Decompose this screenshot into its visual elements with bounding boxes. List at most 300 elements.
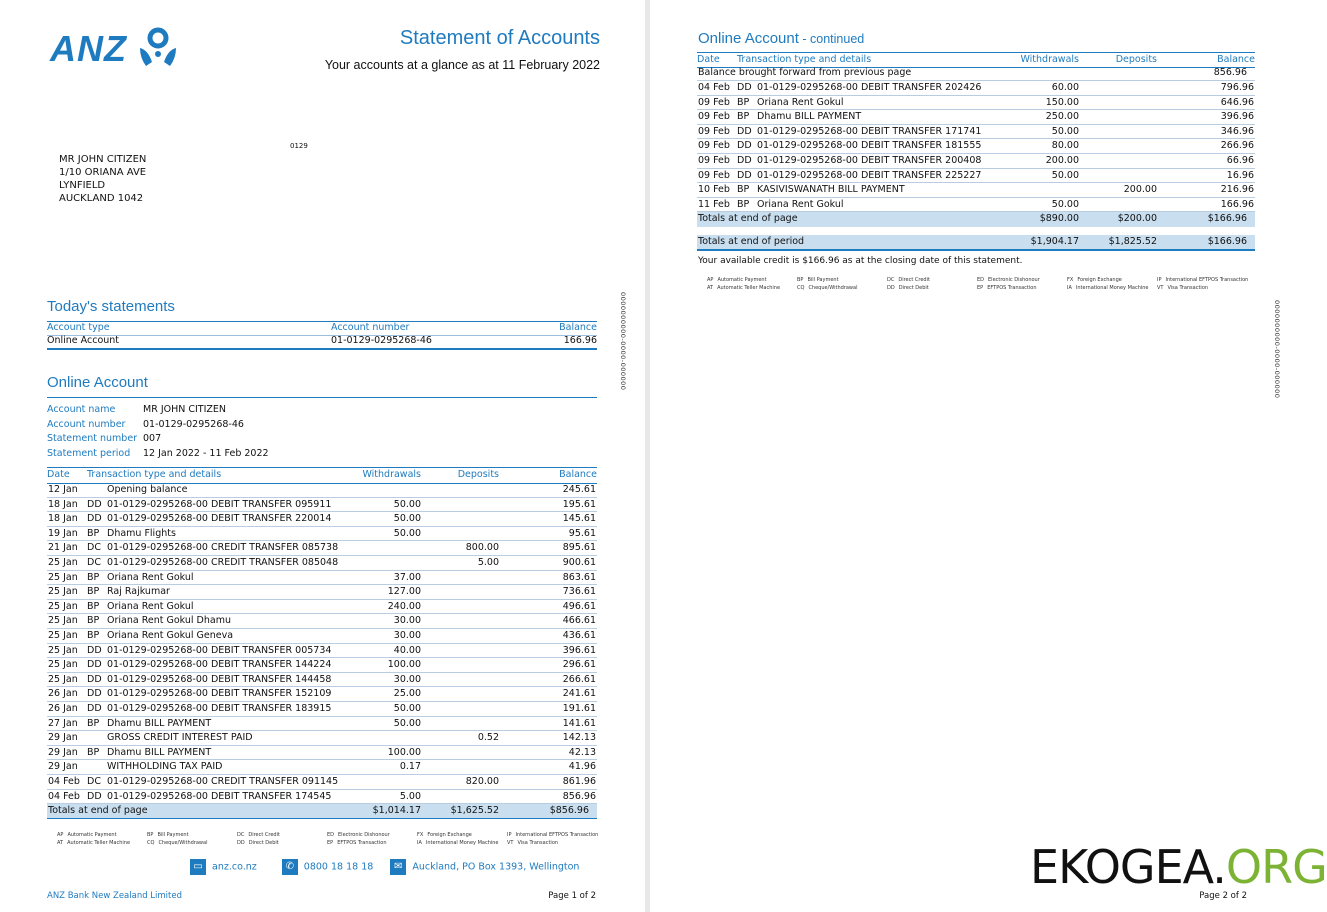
col-account-type: Account type: [47, 322, 110, 333]
cell-date: 04 Feb: [48, 790, 80, 802]
cell-type-code: BP: [737, 96, 750, 108]
legend-code: DD: [887, 285, 895, 291]
cell-withdrawals: 250.00: [1045, 111, 1079, 123]
legend-code: AT: [57, 840, 64, 846]
legend-label: Automatic Payment: [67, 832, 117, 838]
cell-date: 25 Jan: [48, 630, 78, 641]
cell-date: 25 Jan: [48, 673, 78, 685]
legend-code: EP: [327, 840, 334, 846]
table-row[interactable]: [47, 541, 597, 556]
col-date: Date: [47, 469, 70, 480]
cell-details: GROSS CREDIT INTEREST PAID: [107, 732, 253, 744]
table-bottom-line: [697, 249, 1255, 251]
cell-balance: 346.96: [1220, 125, 1254, 137]
legend-item: [57, 831, 117, 839]
field-label: Statement period: [47, 447, 131, 459]
total-label: Totals at end of page: [698, 213, 798, 224]
cell-type-code: BP: [87, 586, 100, 598]
cell-withdrawals: 200.00: [1045, 155, 1079, 166]
cell-date: 25 Jan: [48, 571, 78, 583]
field-value: 01-0129-0295268-46: [143, 418, 244, 430]
table-row[interactable]: [697, 169, 1255, 184]
cell-balance: 436.61: [562, 630, 596, 641]
cell-details: Oriana Rent Gokul Geneva: [107, 630, 234, 641]
field-value: MR JOHN CITIZEN: [143, 404, 227, 415]
online-account-heading: Online Account: [47, 374, 148, 391]
heading-suffix: - continued: [798, 32, 865, 46]
legend-code: IA: [1067, 285, 1072, 291]
total-withdrawals: $890.00: [1039, 213, 1079, 224]
cell-type-code: BP: [87, 527, 100, 539]
legend-label: Automatic Payment: [717, 277, 767, 283]
cell-type-code: BP: [87, 615, 100, 627]
legend-code: VT: [507, 840, 514, 846]
table-row[interactable]: [47, 644, 597, 659]
field-value: 12 Jan 2022 - 11 Feb 2022: [143, 447, 269, 459]
cell-type-code: DD: [87, 659, 102, 671]
cell-withdrawals: 30.00: [393, 630, 421, 641]
col-withdrawals: Withdrawals: [1020, 54, 1079, 65]
table-row[interactable]: [697, 198, 1255, 213]
cell-date: 29 Jan: [48, 732, 78, 744]
col-deposits: Deposits: [457, 469, 499, 480]
cell-withdrawals: 50.00: [393, 527, 421, 539]
legend-label: Cheque/Withdrawal: [808, 285, 858, 291]
cell-date: 29 Jan: [48, 746, 78, 758]
cell-balance: 241.61: [562, 688, 596, 700]
table-row[interactable]: [697, 183, 1255, 198]
table-row[interactable]: [47, 571, 597, 586]
cell-balance: 191.61: [562, 703, 596, 714]
legend-label: Direct Credit: [898, 277, 930, 283]
cell-withdrawals: 50.00: [393, 513, 421, 525]
cell-withdrawals: 50.00: [393, 717, 421, 729]
total-withdrawals: $1,014.17: [372, 805, 421, 816]
legend-code: IP: [507, 832, 512, 838]
legend-item: [507, 839, 558, 847]
cell-withdrawals: 37.00: [393, 571, 421, 583]
legend-item: [1067, 276, 1122, 284]
continued-heading: [698, 30, 864, 47]
legend-code: ED: [327, 832, 335, 838]
cell-type-code: DC: [87, 542, 101, 554]
legend-code: AP: [707, 277, 714, 283]
cell-date: 25 Jan: [48, 659, 78, 671]
cell-type-code: DD: [87, 790, 102, 802]
account-field: [47, 403, 347, 418]
cell-details: Oriana Rent Gokul: [107, 571, 194, 583]
cell-date: 25 Jan: [48, 586, 78, 598]
cell-type-code: DD: [87, 513, 102, 525]
table-row[interactable]: [47, 673, 597, 688]
vertical-code: 0000000000-0000-000000: [1273, 300, 1281, 399]
cell-details: Oriana Rent Gokul: [757, 96, 844, 108]
cell-date: 29 Jan: [48, 761, 78, 773]
legend-code: DD: [237, 840, 245, 846]
cell-deposits: 800.00: [465, 542, 499, 554]
col-account-number: Account number: [331, 322, 410, 333]
cell-details: 01-0129-0295268-00 DEBIT TRANSFER 202426: [757, 82, 982, 93]
cell-balance: 266.61: [562, 673, 596, 685]
cell-details: 01-0129-0295268-00 DEBIT TRANSFER 181555: [757, 140, 982, 152]
legend-label: Visa Transaction: [517, 840, 559, 846]
cell-details: KASIVISWANATH BILL PAYMENT: [757, 184, 905, 196]
cell-type-code: DD: [737, 82, 752, 93]
legend-code: EP: [977, 285, 984, 291]
legend-code: ED: [977, 277, 985, 283]
table-row[interactable]: [47, 629, 597, 644]
address-line: LYNFIELD: [59, 180, 106, 191]
statement-page-2: [650, 0, 1327, 912]
cell-type-code: DD: [737, 140, 752, 152]
cell-details: Oriana Rent Gokul Dhamu: [107, 615, 231, 627]
mailing-address: [59, 153, 146, 205]
address-line: MR JOHN CITIZEN: [59, 154, 147, 165]
table-row[interactable]: [47, 717, 597, 732]
cell-date: 04 Feb: [698, 82, 730, 93]
legend-label: Foreign Exchange: [427, 832, 472, 838]
cell-withdrawals: 5.00: [399, 790, 421, 802]
brought-forward-balance: 856.96: [1213, 67, 1247, 78]
legend-code: FX: [417, 832, 424, 838]
cell-date: 09 Feb: [698, 155, 730, 166]
table-row[interactable]: [47, 498, 597, 513]
legend-label: EFTPOS Transaction: [987, 285, 1037, 291]
cell-balance: 396.61: [562, 644, 596, 656]
todays-statements-heading: Today's statements: [47, 298, 175, 315]
legend-label: International Money Machine: [1075, 285, 1149, 291]
legend-item: [327, 831, 390, 839]
table-row[interactable]: [47, 790, 597, 805]
table-row[interactable]: [697, 125, 1255, 140]
legend-label: Direct Debit: [898, 285, 929, 291]
cell-withdrawals: 100.00: [387, 659, 421, 671]
cell-type-code: DD: [87, 644, 102, 656]
address-line: 1/10 ORIANA AVE: [59, 167, 147, 178]
table-row[interactable]: [47, 512, 597, 527]
legend-item: [797, 284, 857, 292]
statement-page-1: [0, 0, 645, 912]
cell-type-code: DD: [87, 688, 102, 700]
cell-date: 09 Feb: [698, 125, 730, 137]
legend-label: EFTPOS Transaction: [337, 840, 387, 846]
cell-details: Raj Rajkumar: [107, 586, 170, 598]
cell-balance: 266.96: [1220, 140, 1254, 152]
table-row[interactable]: [47, 556, 597, 571]
legend-code: DC: [237, 832, 245, 838]
col-balance: Balance: [559, 469, 597, 480]
cell-balance: 41.96: [568, 761, 596, 773]
legend-label: Electronic Dishonour: [988, 277, 1040, 283]
cell-balance: 900.61: [562, 557, 596, 568]
col-details: Transaction type and details: [87, 469, 222, 480]
cell-details: 01-0129-0295268-00 DEBIT TRANSFER 174545: [107, 790, 332, 802]
cell-balance: 142.13: [562, 732, 596, 744]
legend-label: Electronic Dishonour: [338, 832, 390, 838]
anz-logo: [50, 28, 127, 70]
cell-date: 09 Feb: [698, 96, 730, 108]
legend-code: IA: [417, 840, 422, 846]
legend-item: [1157, 276, 1248, 284]
statement-title: Statement of Accounts: [399, 27, 600, 49]
phone-icon: ✆: [282, 859, 298, 875]
cell-date: 18 Jan: [48, 498, 78, 510]
cell-withdrawals: 100.00: [387, 746, 421, 758]
legend-code: FX: [1067, 277, 1074, 283]
legend-item: [237, 839, 279, 847]
available-credit-note: Your available credit is $166.96 as at the closing date of this statement.: [698, 256, 1023, 266]
anz-people-icon: [138, 28, 178, 68]
legend-label: Automatic Teller Machine: [717, 285, 781, 291]
cell-balance: 646.96: [1220, 96, 1254, 108]
cell-balance: 396.96: [1220, 111, 1254, 123]
cell-details: 01-0129-0295268-00 CREDIT TRANSFER 085738: [107, 542, 339, 554]
cell-details: 01-0129-0295268-00 DEBIT TRANSFER 144224: [107, 659, 332, 671]
cell-balance: 466.61: [562, 615, 596, 627]
legend-code: AP: [57, 832, 64, 838]
cell-details: 01-0129-0295268-00 DEBIT TRANSFER 200408: [757, 155, 982, 166]
table-row[interactable]: [697, 81, 1255, 96]
legend-item: [707, 276, 767, 284]
cell-withdrawals: 50.00: [1051, 125, 1079, 137]
cell-date: 25 Jan: [48, 615, 78, 627]
legend-item: [147, 831, 189, 839]
legend-item: [1157, 284, 1208, 292]
statement-subtitle: Your accounts at a glance as at 11 February 2022: [324, 58, 600, 72]
total-withdrawals: $1,904.17: [1030, 236, 1079, 247]
brought-forward-row: [697, 66, 1255, 81]
cell-details: 01-0129-0295268-00 DEBIT TRANSFER 005734: [107, 644, 332, 656]
heading-text: Online Account: [698, 30, 799, 47]
account-field: [47, 418, 347, 433]
legend-item: [977, 276, 1040, 284]
address-line: AUCKLAND 1042: [59, 193, 144, 204]
logo-text: ANZ: [50, 28, 127, 69]
cell-withdrawals: 40.00: [393, 644, 421, 656]
transaction-code-legend: [57, 831, 617, 847]
legend-label: Bill Payment: [807, 277, 839, 283]
postal-address: Auckland, PO Box 1393, Wellington: [412, 861, 580, 873]
cell-withdrawals: 50.00: [1051, 169, 1079, 181]
table-row[interactable]: [697, 154, 1255, 169]
cell-balance: 216.96: [1220, 184, 1254, 196]
company-name: ANZ Bank New Zealand Limited: [47, 891, 183, 901]
todays-account-row[interactable]: [47, 334, 597, 349]
field-value: 007: [143, 433, 162, 444]
col-details: Transaction type and details: [737, 54, 872, 65]
legend-label: International EFTPOS Transaction: [515, 832, 599, 838]
cell-details: Dhamu BILL PAYMENT: [107, 717, 212, 729]
cell-balance: 145.61: [562, 513, 596, 525]
legend-item: [887, 276, 930, 284]
cell-details: 01-0129-0295268-00 DEBIT TRANSFER 144458: [107, 673, 332, 685]
cell-withdrawals: 150.00: [1045, 96, 1079, 108]
table-row[interactable]: [47, 658, 597, 673]
cell-withdrawals: 60.00: [1051, 82, 1079, 93]
table-row[interactable]: [47, 600, 597, 615]
legend-item: [147, 839, 207, 847]
total-label: Totals at end of page: [48, 805, 148, 816]
legend-item: [417, 831, 472, 839]
cell-withdrawals: 0.17: [399, 761, 421, 773]
cell-balance: 296.61: [562, 659, 596, 671]
col-withdrawals: Withdrawals: [362, 469, 421, 480]
cell-balance: 895.61: [562, 542, 596, 554]
cell-details: 01-0129-0295268-00 DEBIT TRANSFER 220014: [107, 513, 332, 525]
legend-code: CQ: [797, 285, 805, 291]
legend-item: [57, 839, 130, 847]
cell-type-code: DD: [737, 169, 752, 181]
legend-item: [327, 839, 387, 847]
cell-balance: 66.96: [1226, 155, 1254, 166]
legend-label: Automatic Teller Machine: [67, 840, 131, 846]
table-row[interactable]: [47, 687, 597, 702]
legend-code: DC: [887, 277, 895, 283]
cell-type-code: BP: [87, 600, 100, 612]
cell-deposits: 200.00: [1123, 184, 1157, 196]
cell-type-code: DD: [737, 125, 752, 137]
cell-date: 25 Jan: [48, 557, 78, 568]
legend-code: AT: [707, 285, 714, 291]
cell-date: 26 Jan: [48, 703, 78, 714]
cell-details: Dhamu BILL PAYMENT: [107, 746, 212, 758]
table-row[interactable]: [47, 775, 597, 790]
cell-details: Opening balance: [107, 484, 188, 495]
legend-item: [977, 284, 1037, 292]
cell-balance: 166.96: [1220, 198, 1254, 210]
cell-date: 11 Feb: [698, 198, 730, 210]
legend-label: International EFTPOS Transaction: [1165, 277, 1249, 283]
legend-label: International Money Machine: [425, 840, 499, 846]
legend-code: IP: [1157, 277, 1162, 283]
cell-details: 01-0129-0295268-00 DEBIT TRANSFER 152109: [107, 688, 332, 700]
field-label: Account name: [47, 404, 116, 415]
cell-withdrawals: 50.00: [1051, 198, 1079, 210]
vertical-code: 0000000000-0000-000000: [619, 292, 627, 391]
account-balance: 166.96: [563, 335, 597, 346]
watermark: EKOGEA.ORG: [1030, 840, 1327, 894]
contact-bar: [190, 859, 579, 875]
table-row[interactable]: [47, 483, 597, 498]
legend-code: BP: [797, 277, 804, 283]
legend-label: Cheque/Withdrawal: [158, 840, 208, 846]
cell-type-code: DD: [87, 673, 102, 685]
table-row[interactable]: [697, 96, 1255, 111]
cell-withdrawals: 50.00: [393, 703, 421, 714]
cell-type-code: DD: [87, 703, 102, 714]
page-number: Page 2 of 2: [1199, 891, 1247, 901]
cell-details: WITHHOLDING TAX PAID: [107, 761, 223, 773]
cell-balance: 496.61: [562, 600, 596, 612]
totals-end-of-page: [697, 212, 1255, 227]
address-code: 0129: [290, 142, 308, 150]
cell-withdrawals: 127.00: [387, 586, 421, 598]
cell-type-code: DD: [737, 155, 752, 166]
cell-balance: 736.61: [562, 586, 596, 598]
cell-type-code: DD: [87, 498, 102, 510]
cell-balance: 856.96: [562, 790, 596, 802]
legend-item: [887, 284, 929, 292]
cell-deposits: 5.00: [477, 557, 499, 568]
cell-deposits: 820.00: [465, 776, 499, 787]
table-row[interactable]: [47, 731, 597, 746]
table-row[interactable]: [47, 614, 597, 629]
field-label: Statement number: [47, 433, 138, 444]
cell-withdrawals: 80.00: [1051, 140, 1079, 152]
cell-details: 01-0129-0295268-00 CREDIT TRANSFER 085048: [107, 557, 339, 568]
cell-withdrawals: 25.00: [393, 688, 421, 700]
legend-code: VT: [1157, 285, 1164, 291]
legend-label: Bill Payment: [157, 832, 189, 838]
total-balance: $166.96: [1207, 213, 1247, 224]
total-deposits: $1,625.52: [450, 805, 499, 816]
cell-date: 04 Feb: [48, 776, 80, 787]
cell-details: 01-0129-0295268-00 DEBIT TRANSFER 171741: [757, 125, 982, 137]
legend-item: [507, 831, 598, 839]
account-number: 01-0129-0295268-46: [331, 335, 432, 346]
cell-withdrawals: 50.00: [393, 498, 421, 510]
legend-item: [707, 284, 780, 292]
cell-date: 18 Jan: [48, 513, 78, 525]
table-row[interactable]: [697, 110, 1255, 125]
website-link[interactable]: anz.co.nz: [212, 861, 257, 873]
cell-balance: 861.96: [562, 776, 596, 787]
col-balance: Balance: [1217, 54, 1255, 65]
legend-code: CQ: [147, 840, 155, 846]
cell-type-code: BP: [87, 630, 100, 641]
page-number: Page 1 of 2: [548, 891, 596, 901]
table-row[interactable]: [47, 760, 597, 775]
cell-details: Dhamu BILL PAYMENT: [757, 111, 862, 123]
phone-number: 0800 18 18 18: [303, 861, 374, 873]
cell-details: Oriana Rent Gokul: [757, 198, 844, 210]
legend-item: [417, 839, 499, 847]
col-date: Date: [697, 54, 720, 65]
cell-balance: 796.96: [1220, 82, 1254, 93]
field-label: Account number: [47, 418, 126, 430]
total-deposits: $1,825.52: [1108, 236, 1157, 247]
cell-date: 12 Jan: [48, 484, 78, 495]
table-row[interactable]: [47, 702, 597, 717]
table-row[interactable]: [47, 746, 597, 761]
brought-forward-label: Balance brought forward from previous page: [698, 67, 912, 78]
legend-item: [1067, 284, 1149, 292]
account-field: [47, 432, 347, 447]
transaction-code-legend: [707, 276, 1267, 292]
legend-label: Visa Transaction: [1167, 285, 1209, 291]
totals-end-of-page: [47, 804, 597, 819]
cell-date: 25 Jan: [48, 600, 78, 612]
cell-details: 01-0129-0295268-00 DEBIT TRANSFER 183915: [107, 703, 332, 714]
table-bottom-line: [47, 818, 597, 819]
table-row[interactable]: [697, 139, 1255, 154]
cell-withdrawals: 30.00: [393, 673, 421, 685]
legend-label: Foreign Exchange: [1077, 277, 1122, 283]
cell-type-code: BP: [87, 571, 100, 583]
cell-details: 01-0129-0295268-00 DEBIT TRANSFER 095911: [107, 498, 332, 510]
cell-type-code: BP: [737, 198, 750, 210]
cell-details: Oriana Rent Gokul: [107, 600, 194, 612]
cell-balance: 195.61: [562, 498, 596, 510]
table-row[interactable]: [47, 585, 597, 600]
legend-label: Direct Credit: [248, 832, 280, 838]
cell-date: 26 Jan: [48, 688, 78, 700]
transactions-header: [47, 468, 597, 483]
cell-date: 09 Feb: [698, 140, 730, 152]
cell-balance: 863.61: [562, 571, 596, 583]
table-row[interactable]: [47, 527, 597, 542]
cell-type-code: BP: [737, 184, 750, 196]
